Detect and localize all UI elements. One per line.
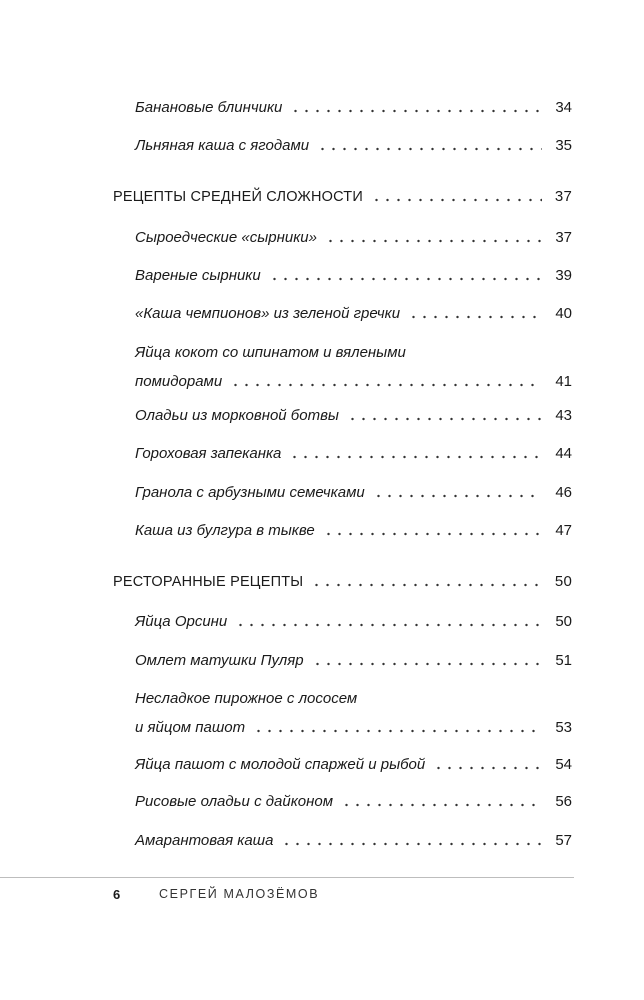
toc-entry-poached-eggs-asparagus <box>135 755 572 775</box>
toc-entry-rice-fritters <box>135 792 572 812</box>
toc-entry-champions-porridge <box>135 304 572 324</box>
toc-entry-amaranth-porridge <box>135 831 572 851</box>
toc-entry-title: Каша из булгура в тыкве <box>135 522 315 539</box>
dot-leader <box>311 582 542 588</box>
toc-entry-page: 43 <box>555 407 572 424</box>
toc-entry-page: 35 <box>555 137 572 154</box>
dot-leader <box>373 493 542 499</box>
dot-leader <box>323 531 542 537</box>
toc-entry-page: 56 <box>555 793 572 810</box>
toc-entry-title: «Каша чемпионов» из зеленой гречки <box>135 305 401 322</box>
toc-entry-title: Сыроедческие «сырники» <box>135 229 317 246</box>
toc-entry-title: Льняная каша с ягодами <box>135 137 310 154</box>
toc-entry-title: Омлет матушки Пуляр <box>135 652 304 669</box>
toc-entry-title: Яйца Орсини <box>135 613 228 630</box>
dot-leader <box>269 276 542 282</box>
toc-entry-page: 41 <box>555 373 572 390</box>
toc-entry-omelette <box>135 651 572 671</box>
dot-leader <box>289 454 542 460</box>
toc-entry-page: 34 <box>555 99 572 116</box>
toc-section-title: РЕСТОРАННЫЕ РЕЦЕПТЫ <box>113 574 304 590</box>
toc-entry-title: Банановые блинчики <box>135 99 283 116</box>
dot-leader <box>433 765 542 771</box>
toc-entry-pea-casserole <box>135 444 572 464</box>
dot-leader <box>230 382 542 388</box>
toc-entry-page: 57 <box>555 832 572 849</box>
dot-leader <box>325 238 542 244</box>
toc-entry-title: Яйца пашот с молодой спаржей и рыбой <box>135 756 426 773</box>
toc-entry-title: Гранола с арбузными семечками <box>135 484 365 501</box>
footer-author: СЕРГЕЙ МАЛОЗЁМОВ <box>159 887 320 901</box>
toc-entry-page: 54 <box>555 756 572 773</box>
toc-entry-boiled-syrniki <box>135 266 572 286</box>
dot-leader <box>317 146 542 152</box>
toc-entry-title: Рисовые оладьи с дайконом <box>135 793 334 810</box>
toc-entry-title: Оладьи из морковной ботвы <box>135 407 339 424</box>
toc-section-title: РЕЦЕПТЫ СРЕДНЕЙ СЛОЖНОСТИ <box>113 189 363 205</box>
toc-entry-page: 46 <box>555 484 572 501</box>
toc-entry-eggs-orsini <box>135 612 572 632</box>
toc-section-restaurant <box>113 572 572 592</box>
dot-leader <box>347 416 542 422</box>
dot-leader <box>281 841 542 847</box>
toc-section-page: 50 <box>554 573 572 590</box>
toc-section-page: 37 <box>554 188 572 205</box>
toc-entry-title-line1: Яйца кокот со шпинатом и вялеными <box>135 344 406 361</box>
toc-entry-carrot-top-fritters <box>135 406 572 426</box>
dot-leader <box>235 622 542 628</box>
footer-divider <box>0 877 574 878</box>
toc-section-medium <box>113 187 572 207</box>
toc-entry-page: 40 <box>555 305 572 322</box>
dot-leader <box>290 108 542 114</box>
toc-entry-page: 44 <box>555 445 572 462</box>
toc-entry-banana-pancakes <box>135 98 572 118</box>
toc-entry-granola <box>135 483 572 503</box>
toc-entry-title: Вареные сырники <box>135 267 261 284</box>
toc-entry-page: 50 <box>555 613 572 630</box>
toc-entry-page: 47 <box>555 522 572 539</box>
toc-entry-savory-pastry <box>135 689 572 738</box>
toc-entry-title: Амарантовая каша <box>135 832 274 849</box>
dot-leader <box>312 661 542 667</box>
dot-leader <box>341 802 542 808</box>
toc-entry-page: 37 <box>555 229 572 246</box>
toc-entry-eggs-cocotte <box>135 343 572 392</box>
toc-entry-title-line2: помидорами <box>135 373 223 390</box>
toc-entry-bulgur-pumpkin <box>135 521 572 541</box>
toc-entry-title-line1: Несладкое пирожное с лососем <box>135 690 358 707</box>
toc-entry-page: 51 <box>555 652 572 669</box>
dot-leader <box>253 728 542 734</box>
toc-entry-page: 39 <box>555 267 572 284</box>
footer-page-number: 6 <box>113 887 121 902</box>
toc-entry-title: Гороховая запеканка <box>135 445 282 462</box>
toc-entry-raw-syrniki <box>135 228 572 248</box>
toc-entry-title-line2: и яйцом пашот <box>135 719 246 736</box>
toc-entry-flax-porridge <box>135 136 572 156</box>
dot-leader <box>371 197 542 203</box>
toc-entry-page: 53 <box>555 719 572 736</box>
dot-leader <box>408 314 542 320</box>
